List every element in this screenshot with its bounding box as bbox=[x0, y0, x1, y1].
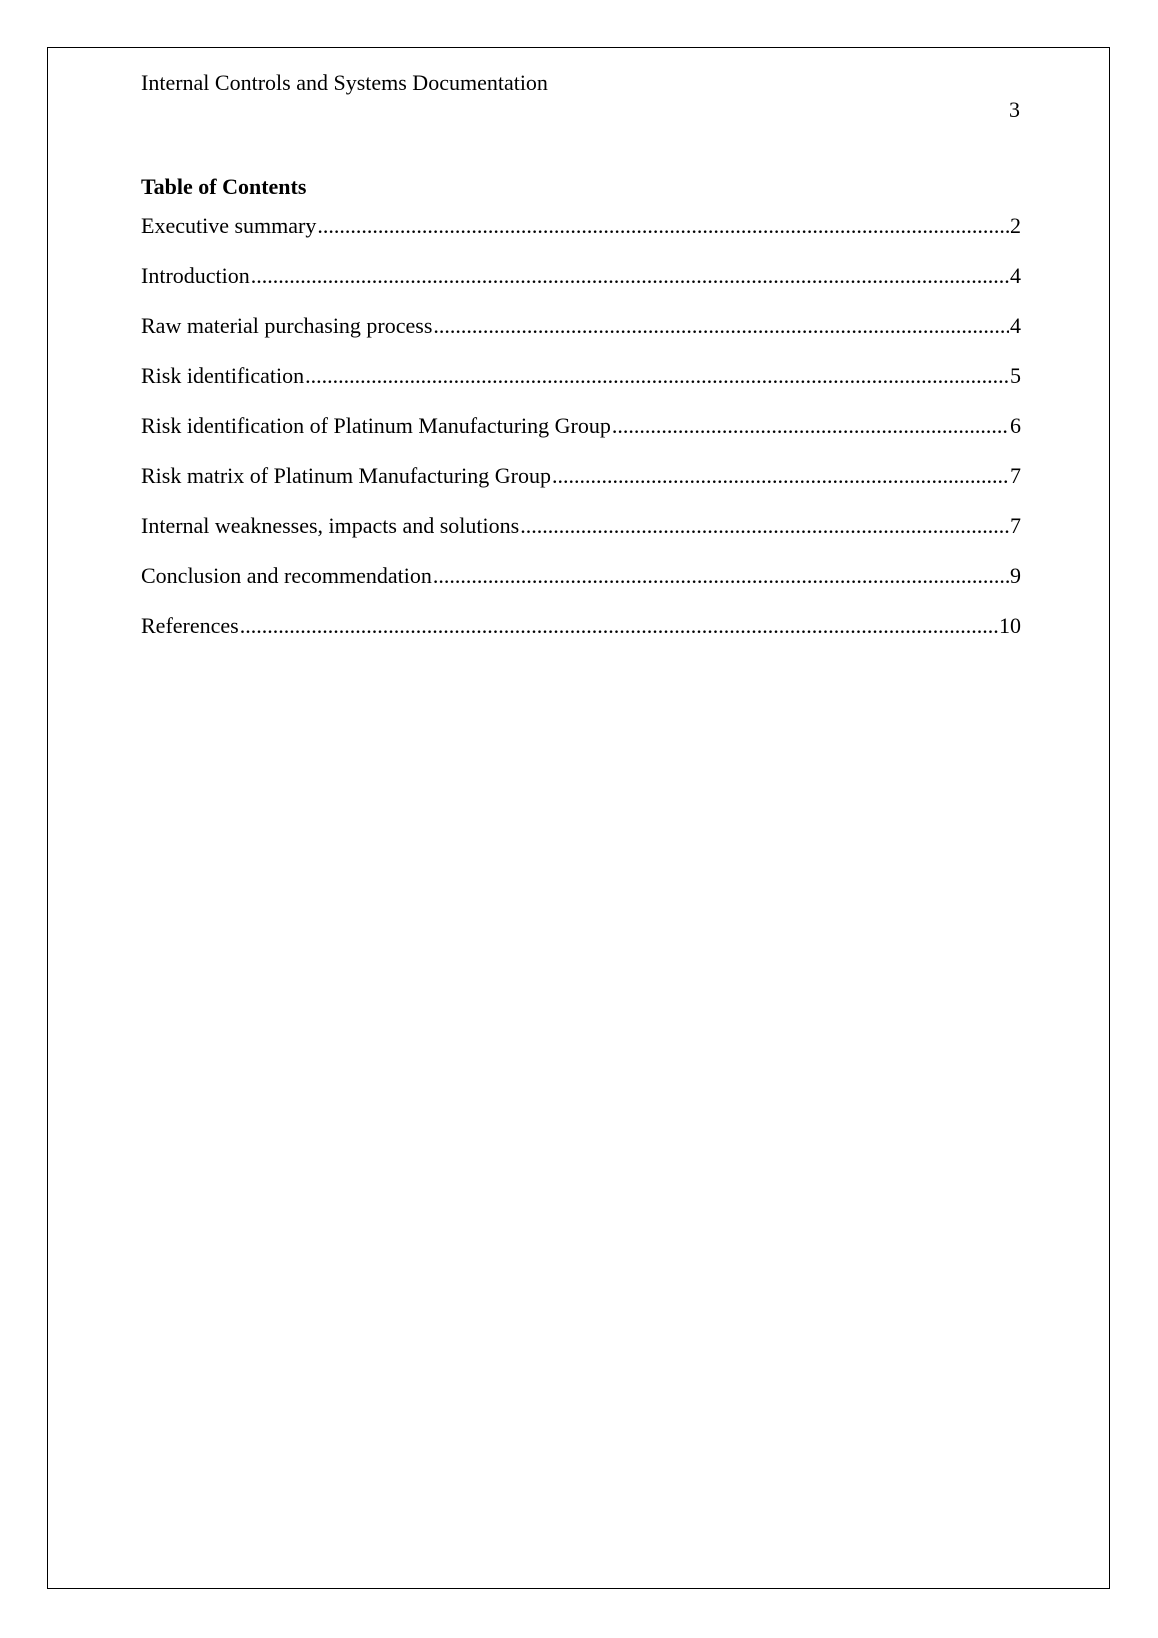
toc-entry-executive-summary[interactable] bbox=[141, 213, 1021, 263]
dot-leader bbox=[433, 563, 1009, 589]
toc-entry-label: References bbox=[141, 613, 239, 638]
toc-entry-references[interactable] bbox=[141, 613, 1021, 663]
toc-entry-label: Risk matrix of Platinum Manufacturing Group bbox=[141, 463, 551, 488]
toc-entry-risk-matrix[interactable] bbox=[141, 463, 1021, 513]
toc-entry-page: 4 bbox=[1010, 263, 1021, 288]
toc-entry-page: 6 bbox=[1010, 413, 1021, 438]
toc-entry-label: Executive summary bbox=[141, 213, 317, 238]
toc-entry-page: 10 bbox=[999, 613, 1021, 638]
dot-leader bbox=[612, 413, 1009, 439]
table-of-contents bbox=[141, 213, 1021, 663]
toc-entry-page: 9 bbox=[1010, 563, 1021, 588]
toc-entry-raw-material-purchasing[interactable] bbox=[141, 313, 1021, 363]
toc-entry-page: 4 bbox=[1010, 313, 1021, 338]
running-header: Internal Controls and Systems Documentation bbox=[141, 70, 548, 95]
toc-entry-label: Introduction bbox=[141, 263, 250, 288]
page-number: 3 bbox=[1009, 97, 1020, 122]
toc-entry-introduction[interactable] bbox=[141, 263, 1021, 313]
toc-entry-page: 2 bbox=[1010, 213, 1021, 238]
dot-leader bbox=[317, 213, 1009, 239]
toc-entry-page: 5 bbox=[1010, 363, 1021, 388]
toc-entry-risk-identification-platinum[interactable] bbox=[141, 413, 1021, 463]
dot-leader bbox=[433, 313, 1009, 339]
dot-leader bbox=[520, 513, 1009, 539]
toc-entry-label: Raw material purchasing process bbox=[141, 313, 433, 338]
dot-leader bbox=[240, 613, 998, 639]
toc-entry-label: Conclusion and recommendation bbox=[141, 563, 432, 588]
toc-entry-conclusion[interactable] bbox=[141, 563, 1021, 613]
toc-entry-risk-identification[interactable] bbox=[141, 363, 1021, 413]
toc-entry-label: Internal weaknesses, impacts and solutions bbox=[141, 513, 520, 538]
toc-entry-page: 7 bbox=[1010, 463, 1021, 488]
toc-entry-internal-weaknesses[interactable] bbox=[141, 513, 1021, 563]
toc-entry-label: Risk identification of Platinum Manufacturing Group bbox=[141, 413, 611, 438]
toc-heading: Table of Contents bbox=[141, 174, 307, 199]
dot-leader bbox=[552, 463, 1009, 489]
dot-leader bbox=[305, 363, 1009, 389]
dot-leader bbox=[251, 263, 1009, 289]
toc-entry-page: 7 bbox=[1010, 513, 1021, 538]
toc-entry-label: Risk identification bbox=[141, 363, 305, 388]
